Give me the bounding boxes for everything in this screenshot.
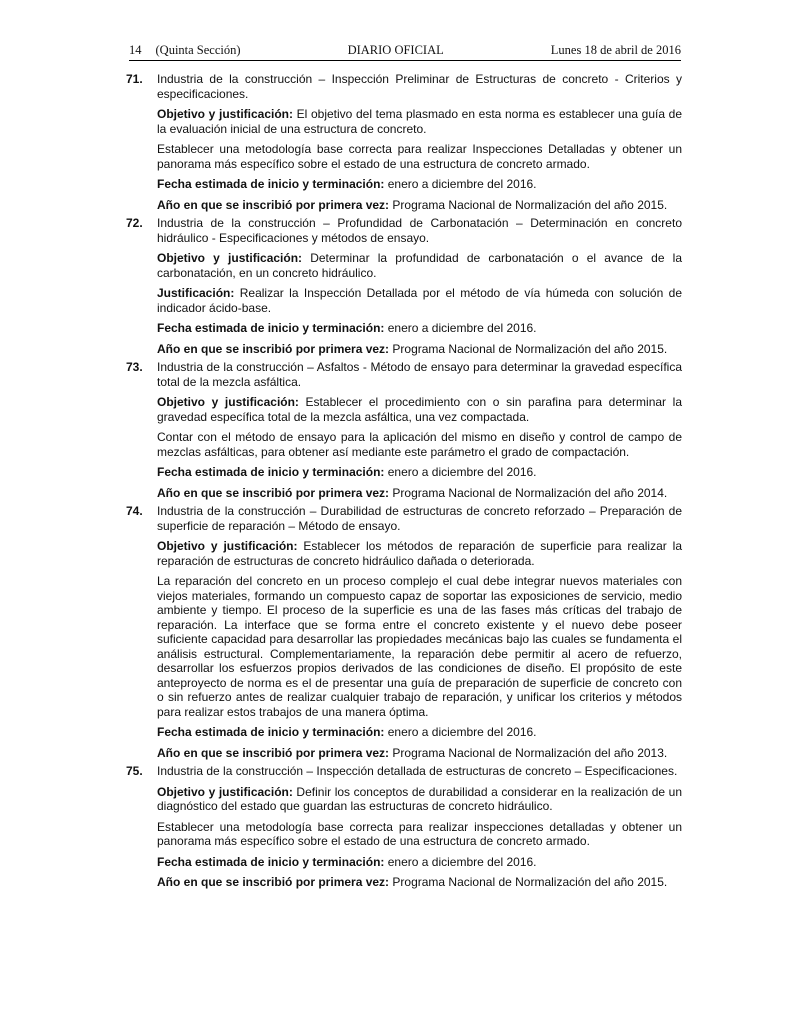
- paragraph-label: Objetivo y justificación:: [157, 251, 303, 265]
- paragraph-text: enero a diciembre del 2016.: [384, 854, 537, 869]
- section-label: (Quinta Sección): [155, 43, 241, 57]
- item-paragraph: [157, 107, 682, 136]
- paragraph-label: Objetivo y justificación:: [157, 784, 293, 799]
- standard-item: [126, 504, 682, 760]
- paragraph-text: El objetivo del tema plasmado en esta norma es establecer una guía de la evaluación inicial de una estructura de concreto.: [157, 107, 683, 136]
- item-number: 72.: [126, 216, 143, 230]
- paragraph-label: Fecha estimada de inicio y terminación:: [157, 465, 385, 479]
- page-number: 14: [129, 43, 142, 57]
- standard-item: [126, 72, 682, 212]
- item-paragraph: [157, 539, 682, 568]
- paragraph-text: Determinar la profundidad de carbonatación o el avance de la carbonatación, en un concreto hidráulico.: [157, 251, 683, 280]
- paragraph-label: Año en que se inscribió por primera vez:: [157, 745, 390, 760]
- item-paragraph: [157, 286, 682, 315]
- paragraph-text: Establecer una metodología base correcta para realizar inspecciones detalladas y obtener un panorama más específico sobre el estado de una estructura de concreto armado.: [157, 819, 682, 848]
- item-paragraph: [157, 820, 682, 849]
- item-heading: [126, 72, 682, 101]
- paragraph-text: Contar con el método de ensayo para la aplicación del mismo en diseño y control de campo de mezclas asfálticas, para obtener así mediante este parámetro el grado de compactación.: [157, 430, 682, 459]
- paragraph-text: Definir los conceptos de durabilidad a considerar en la realización de un diagnóstico del estado que guardan las estructuras de concreto hidráulico.: [157, 784, 683, 813]
- item-number: 75.: [126, 764, 143, 778]
- item-paragraph: [157, 430, 682, 459]
- item-number: 74.: [126, 504, 143, 518]
- item-paragraph: [157, 251, 682, 280]
- item-paragraph: [157, 725, 682, 740]
- paragraph-label: Año en que se inscribió por primera vez:: [157, 341, 390, 356]
- paragraph-text: Programa Nacional de Normalización del año 2015.: [389, 197, 668, 212]
- paragraph-text: Programa Nacional de Normalización del año 2014.: [389, 485, 668, 500]
- item-heading: [126, 360, 682, 389]
- item-heading: [126, 764, 682, 779]
- paragraph-text: Establecer los métodos de reparación de superficie para realizar la reparación de estructuras de concreto hidráulico dañada o deteriorada.: [157, 539, 683, 568]
- paragraph-text: enero a diciembre del 2016.: [384, 177, 537, 191]
- item-paragraph: [157, 177, 682, 192]
- paragraph-label: Fecha estimada de inicio y terminación:: [157, 854, 385, 869]
- item-title: Industria de la construcción – Inspección detallada de estructuras de concreto – Especificaciones.: [157, 764, 678, 778]
- paragraph-label: Fecha estimada de inicio y terminación:: [157, 177, 385, 191]
- paragraph-text: Establecer el procedimiento con o sin parafina para determinar la gravedad específica total de la mezcla asfáltica, una vez compactada.: [157, 395, 682, 424]
- standard-item: [126, 216, 682, 356]
- paragraph-label: Año en que se inscribió por primera vez:: [157, 485, 390, 500]
- paragraph-text: La reparación del concreto en un proceso complejo el cual debe integrar nuevos materiales con viejos materiales, formando un compuesto capaz de soportar las exposiciones de servicio, medio ambiente y tiempo. El proceso de la superficie es una de las fases más críticas del trabajo de reparación. La interface que se forma entre el concreto existente y el nuevo debe poseer suficiente capacidad para desarrollar las propiedades mecánicas bajo las cuales se fundamenta el análisis estructural. Complementariamente, la reparación debe permitir al acero de refuerzo, desarrollar los esfuerzos propios derivados de las condiciones de diseño. El propósito de este anteproyecto de norma es el de presentar una guía de preparación de superficie de concreto con o sin refuerzo antes de realizar cualquier trabajo de reparación, y unificar los criterios y métodos para realizar estos trabajos de una manera óptima.: [157, 574, 682, 719]
- item-paragraph: [157, 465, 682, 480]
- standard-item: [126, 360, 682, 500]
- paragraph-text: Realizar la Inspección Detallada por el método de vía húmeda con solución de indicador ácido-base.: [157, 286, 682, 315]
- paragraph-text: Programa Nacional de Normalización del año 2015.: [389, 341, 668, 356]
- publication-date: Lunes 18 de abril de 2016: [550, 43, 681, 57]
- item-heading: [126, 216, 682, 245]
- paragraph-label: Objetivo y justificación:: [157, 395, 299, 409]
- item-title: Industria de la construcción – Profundidad de Carbonatación – Determinación en concreto hidráulico - Especificaciones y métodos de ensayo.: [157, 216, 682, 245]
- item-paragraph: [157, 875, 682, 890]
- item-paragraph: [157, 574, 682, 719]
- item-paragraph: [157, 855, 682, 870]
- paragraph-label: Objetivo y justificación:: [157, 539, 298, 553]
- paragraph-label: Año en que se inscribió por primera vez:: [157, 197, 390, 212]
- paragraph-label: Fecha estimada de inicio y terminación:: [157, 321, 385, 335]
- item-paragraph: [157, 486, 682, 501]
- standard-item: [126, 764, 682, 890]
- page-header: [129, 43, 681, 61]
- item-number: 71.: [126, 72, 143, 86]
- paragraph-text: Programa Nacional de Normalización del año 2015.: [389, 875, 668, 889]
- paragraph-text: enero a diciembre del 2016.: [384, 465, 537, 479]
- paragraph-label: Fecha estimada de inicio y terminación:: [157, 725, 385, 739]
- paragraph-label: Objetivo y justificación:: [157, 107, 293, 121]
- item-paragraph: [157, 342, 682, 357]
- item-paragraph: [157, 785, 682, 814]
- paragraph-text: enero a diciembre del 2016.: [384, 725, 537, 739]
- document-body: [126, 72, 682, 894]
- item-heading: [126, 504, 682, 533]
- item-number: 73.: [126, 360, 143, 374]
- publication-title: DIARIO OFICIAL: [347, 43, 444, 57]
- item-paragraph: [157, 395, 682, 424]
- item-paragraph: [157, 321, 682, 336]
- paragraph-text: Programa Nacional de Normalización del año 2013.: [389, 745, 668, 760]
- header-left: [129, 43, 241, 58]
- item-title: Industria de la construcción – Durabilidad de estructuras de concreto reforzado – Preparación de superficie de reparación – Método de ensayo.: [157, 504, 682, 533]
- item-title: Industria de la construcción – Inspección Preliminar de Estructuras de concreto - Criterios y especificaciones.: [157, 72, 682, 101]
- paragraph-text: Establecer una metodología base correcta para realizar Inspecciones Detalladas y obtener un panorama más específico sobre el estado de una estructura de concreto armado.: [157, 142, 682, 171]
- paragraph-label: Año en que se inscribió por primera vez:: [157, 875, 390, 889]
- item-paragraph: [157, 746, 682, 761]
- paragraph-label: Justificación:: [157, 286, 235, 300]
- item-paragraph: [157, 198, 682, 213]
- paragraph-text: enero a diciembre del 2016.: [384, 321, 537, 335]
- item-paragraph: [157, 142, 682, 171]
- item-title: Industria de la construcción – Asfaltos - Método de ensayo para determinar la gravedad específica total de la mezcla asfáltica.: [157, 360, 682, 389]
